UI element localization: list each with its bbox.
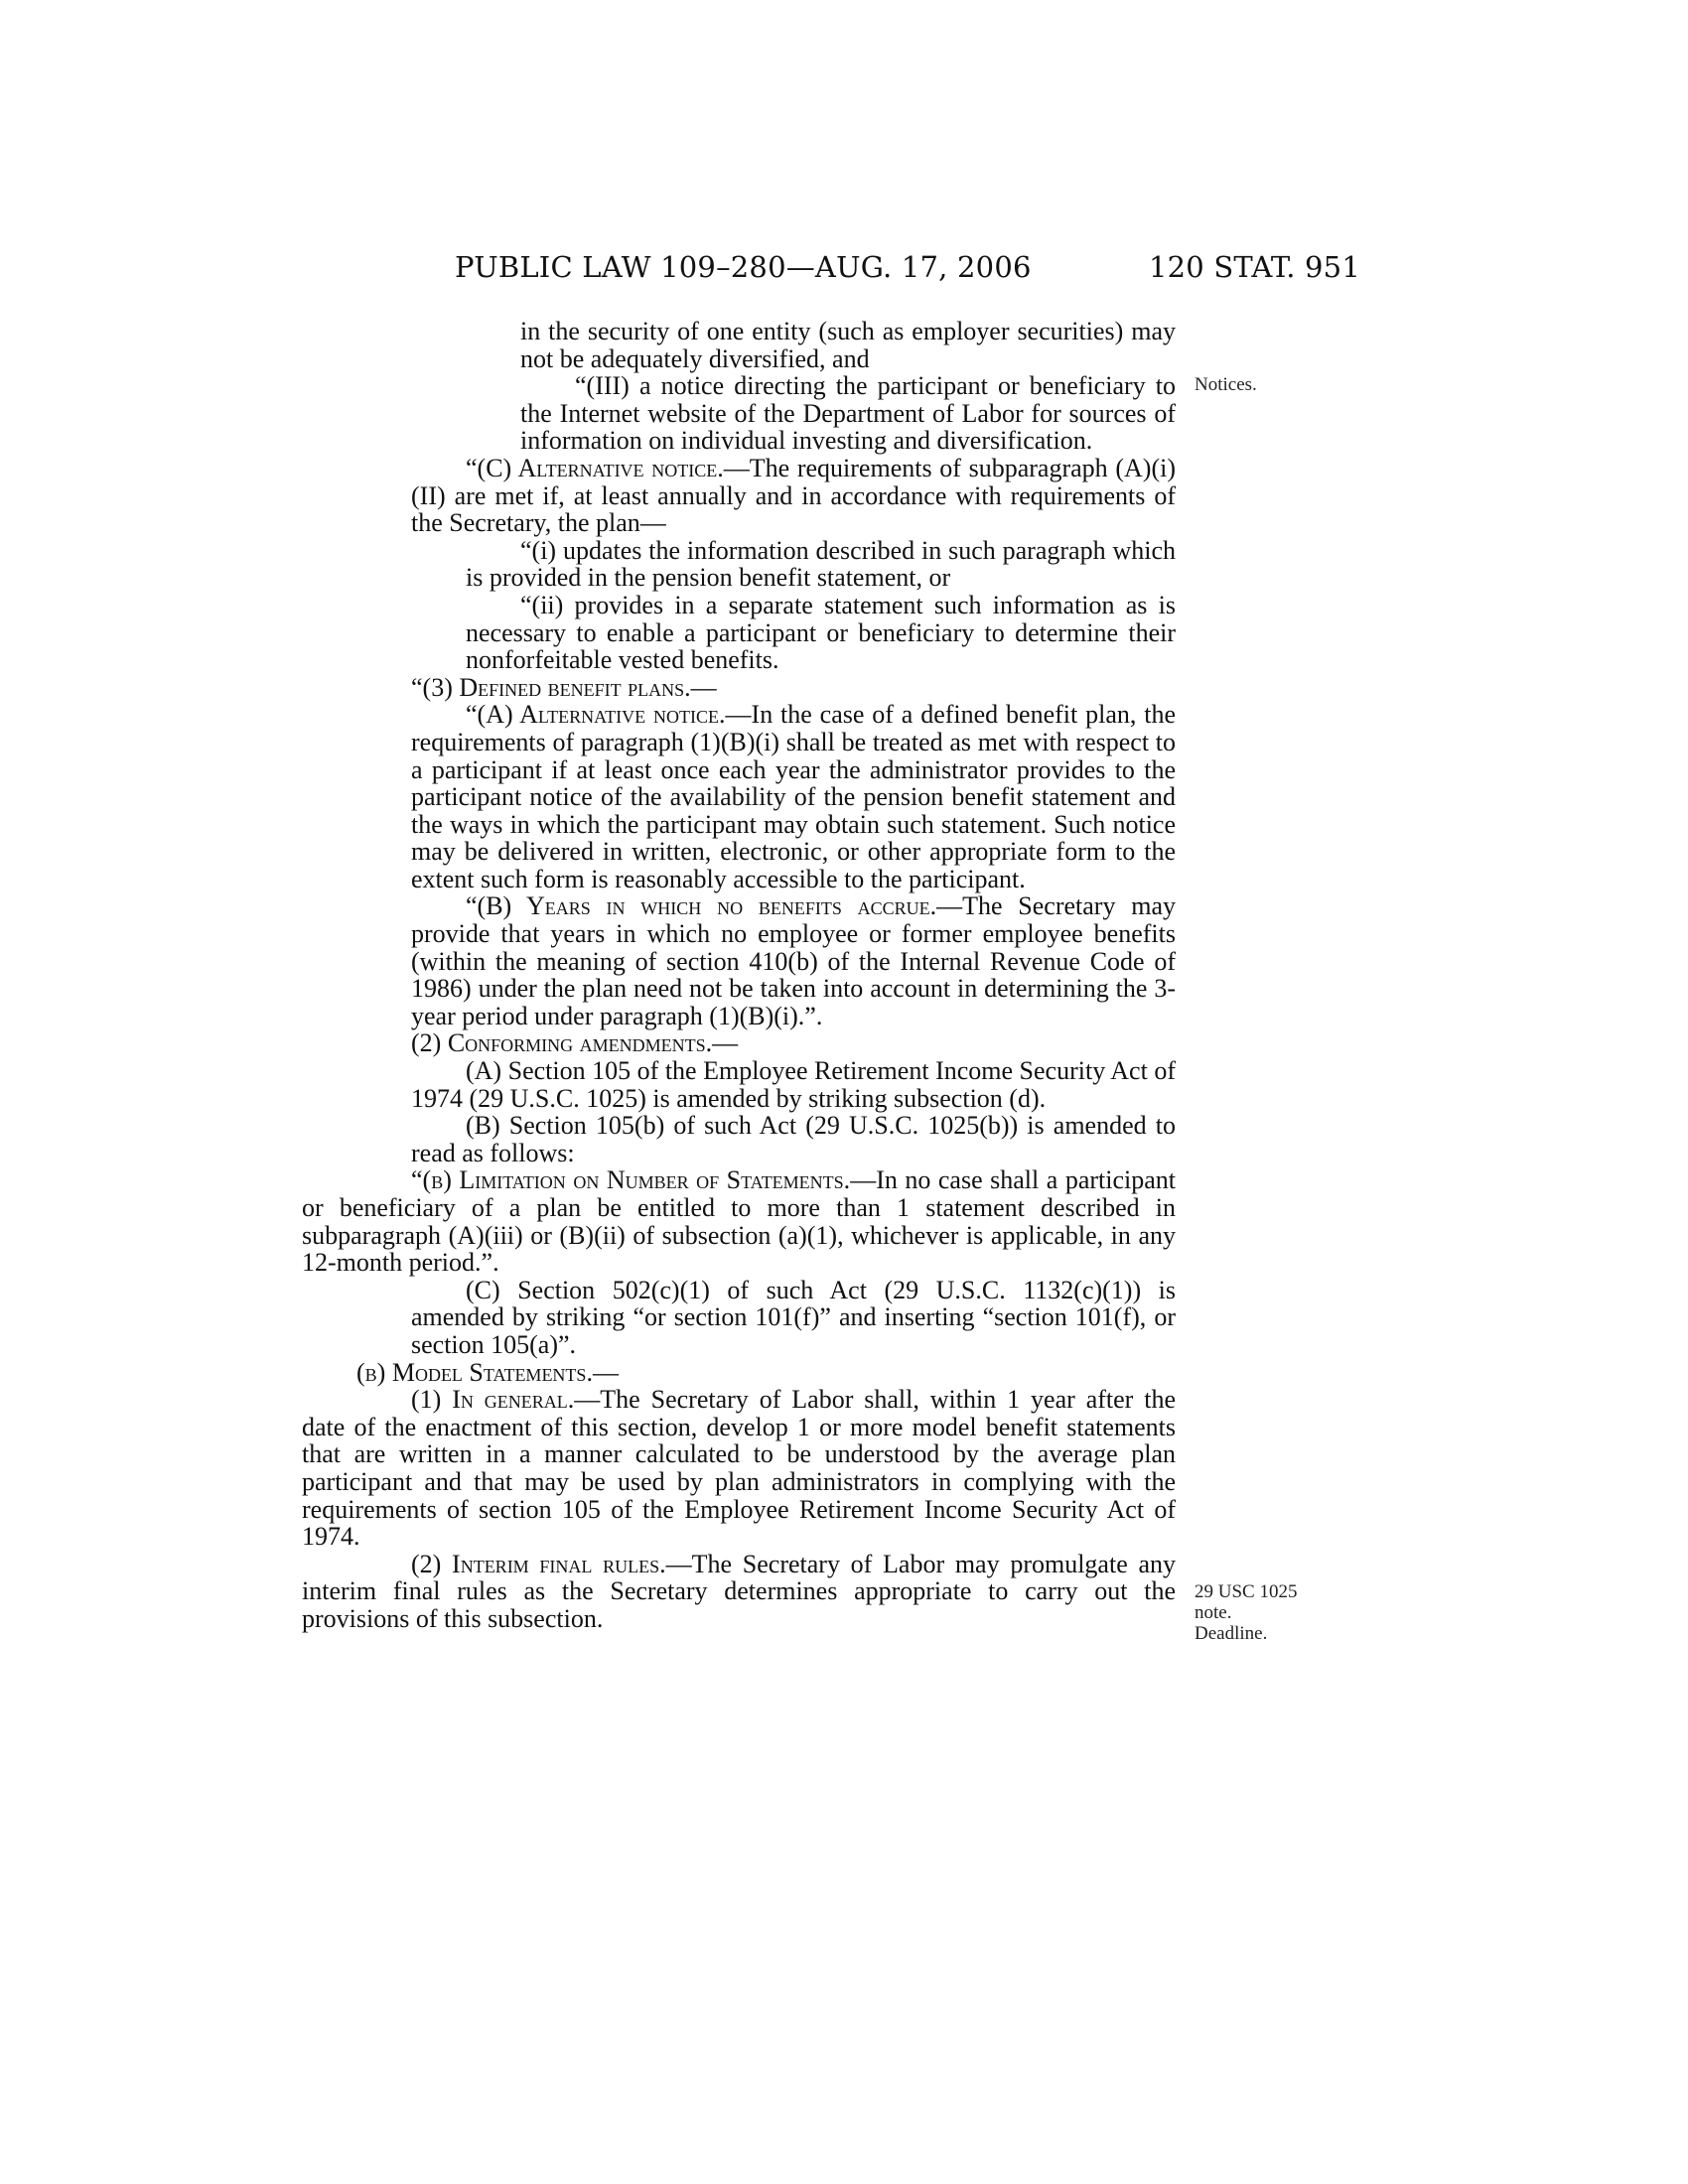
paragraph-b-section-105b: (B) Section 105(b) of such Act (29 U.S.C. 1025(b)) is amended to read as follows: (411, 1111, 1176, 1167)
statute-body (302, 318, 1176, 1633)
paragraph-i-updates: “(i) updates the information described in such paragraph which is provided in the pension benefit statement, or (466, 535, 1176, 593)
paragraph-c-section-502: (C) Section 502(c)(1) of such Act (29 U.S.C. 1132(c)(1)) is amended by striking “or section 101(f)” and inserting “section 101(f), or section 105(a)”. (411, 1275, 1176, 1359)
heading-2-conforming: (2) Conforming amendments. (411, 1028, 713, 1058)
heading-2-interim-rules: (2) Interim final rules. (411, 1549, 666, 1578)
heading-c-alternative-notice: “(C) Alternative notice. (466, 453, 724, 482)
margin-note-deadline: Deadline. (1195, 1623, 1268, 1644)
margin-note-citation: 29 USC 1025 (1195, 1581, 1298, 1602)
heading-3-defined-benefit: “(3) Defined benefit plans. (411, 672, 691, 702)
paragraph-3-defined-benefit: “(3) Defined benefit plans.— (411, 672, 717, 702)
paragraph-diversification: in the security of one entity (such as employer securities) may not be adequately diversified, and (520, 317, 1176, 373)
heading-b-model-statements: (b) Model Statements. (356, 1357, 593, 1387)
heading-a-alternative-notice: “(A) Alternative notice. (466, 700, 726, 730)
header-stat-page: 120 STAT. 951 (1148, 250, 1360, 284)
header-public-law: PUBLIC LAW 109–280—AUG. 17, 2006 (455, 250, 1032, 284)
paragraph-ii-separate-statement: “(ii) provides in a separate statement such information as is necessary to enable a participant or beneficiary to determine their nonforfeitable vested benefits. (466, 590, 1176, 675)
paragraph-a-alternative-notice: “(A) Alternative notice.—In the case of a defined benefit plan, the requirements of paragraph (1)(B)(i) shall be treated as met with respect to a participant if at least once each year the administrator provides to the participant notice of the availability of the pension benefit statement and the ways in which the participant may obtain such statement. Such notice may be delivered in written, electronic, or other appropriate form to the extent such form is reasonably accessible to the participant. (411, 700, 1176, 893)
paragraph-1-in-general: (1) In general.—The Secretary of Labor shall, within 1 year after the date of the enactment of this section, develop 1 or more model benefit statements that are written in a manner calculated to be understood by the average plan participant and that may be used by plan administrators in complying with the requirements of section 105 of the Employee Retirement Income Security Act of 1974. (302, 1385, 1176, 1552)
paragraph-a-section-105: (A) Section 105 of the Employee Retirement Income Security Act of 1974 (29 U.S.C. 1025) is amended by striking subsection (d). (411, 1056, 1176, 1113)
paragraph-2-conforming: (2) Conforming amendments.— (411, 1028, 739, 1058)
running-header (455, 250, 1360, 290)
heading-b-years-no-benefits: “(B) Years in which no benefits accrue. (466, 891, 937, 921)
paragraph-2-interim-rules: (2) Interim final rules.—The Secretary of Labor may promulgate any interim final rules as the Secretary determines appropriate to carry out the provisions of this subsection. (302, 1549, 1176, 1633)
paragraph-c-alternative-notice: “(C) Alternative notice.—The requirements of subparagraph (A)(i)(II) are met if, at least annually and in accordance with requirements of the Secretary, the plan— (411, 453, 1176, 538)
heading-limitation-statements: “(b) Limitation on Number of Statements. (411, 1165, 851, 1195)
paragraph-iii-notice: “(III) a notice directing the participant or beneficiary to the Internet website of the Department of Labor for sources of information on individual investing and diversification. (520, 371, 1176, 456)
heading-1-in-general: (1) In general. (411, 1385, 575, 1415)
paragraph-limitation-statements: “(b) Limitation on Number of Statements.—In no case shall a participant or beneficiary of a plan be entitled to more than 1 statement described in subparagraph (A)(iii) or (B)(ii) of subsection (a)(1), whichever is applicable, in any 12-month period.”. (302, 1165, 1176, 1278)
margin-note-notices: Notices. (1195, 374, 1257, 395)
paragraph-b-model-statements: (b) Model Statements.— (356, 1357, 619, 1387)
margin-note-note: note. (1195, 1602, 1232, 1623)
paragraph-b-years-no-benefits: “(B) Years in which no benefits accrue.—The Secretary may provide that years in which no employee or former employee benefits (within the meaning of section 410(b) of the Internal Revenue Code of 1986) under the plan need not be taken into account in determining the 3-year period under paragraph (1)(B)(i).”. (411, 891, 1176, 1030)
